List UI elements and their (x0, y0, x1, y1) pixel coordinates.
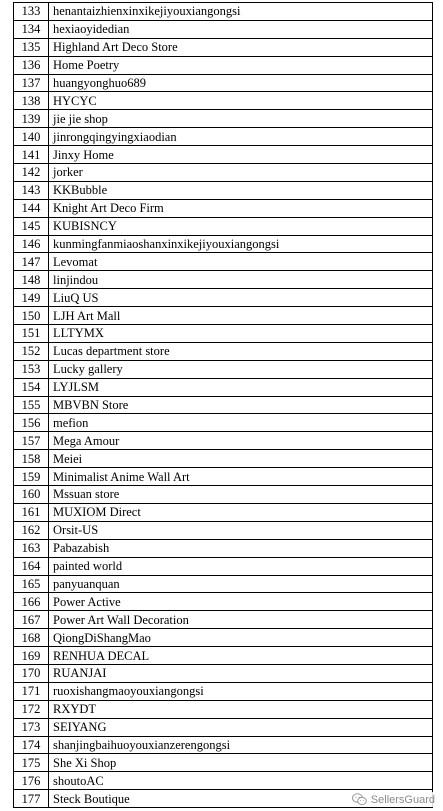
table-row (14, 74, 433, 92)
row-number: 147 (14, 253, 49, 271)
table-row (14, 611, 433, 629)
table-row (14, 664, 433, 682)
row-number: 156 (14, 414, 49, 432)
table-row (14, 164, 433, 182)
table-row (14, 718, 433, 736)
row-number: 133 (14, 3, 49, 21)
row-number: 169 (14, 647, 49, 665)
row-number: 140 (14, 128, 49, 146)
table-row (14, 486, 433, 504)
table-row (14, 629, 433, 647)
row-number: 162 (14, 521, 49, 539)
seller-name: SEIYANG (49, 718, 433, 736)
row-number: 150 (14, 307, 49, 325)
row-number: 143 (14, 181, 49, 199)
seller-name: She Xi Shop (49, 754, 433, 772)
row-number: 164 (14, 557, 49, 575)
row-number: 146 (14, 235, 49, 253)
seller-name: KKBubble (49, 181, 433, 199)
seller-name: linjindou (49, 271, 433, 289)
table-row (14, 468, 433, 486)
row-number: 144 (14, 199, 49, 217)
seller-name: henantaizhienxinxikejiyouxiangongsi (49, 3, 433, 21)
table-row (14, 700, 433, 718)
seller-name: Power Active (49, 593, 433, 611)
seller-list-table (13, 2, 433, 808)
seller-name: Meiei (49, 450, 433, 468)
table-row (14, 110, 433, 128)
row-number: 155 (14, 396, 49, 414)
table-row (14, 503, 433, 521)
row-number: 167 (14, 611, 49, 629)
table-row (14, 271, 433, 289)
seller-name: LiuQ US (49, 289, 433, 307)
table-row (14, 772, 433, 790)
row-number: 175 (14, 754, 49, 772)
table-row (14, 360, 433, 378)
row-number: 148 (14, 271, 49, 289)
table-row (14, 754, 433, 772)
row-number: 152 (14, 342, 49, 360)
table-row (14, 342, 433, 360)
table-row (14, 253, 433, 271)
row-number: 154 (14, 378, 49, 396)
table-row (14, 3, 433, 21)
seller-name: shoutoAC (49, 772, 433, 790)
table-row (14, 736, 433, 754)
table-row (14, 128, 433, 146)
seller-name: KUBISNCY (49, 217, 433, 235)
row-number: 171 (14, 682, 49, 700)
seller-name: shanjingbaihuoyouxianzerengongsi (49, 736, 433, 754)
row-number: 177 (14, 790, 49, 808)
table-row (14, 38, 433, 56)
seller-name: huangyonghuo689 (49, 74, 433, 92)
seller-name: ruoxishangmaoyouxiangongsi (49, 682, 433, 700)
row-number: 136 (14, 56, 49, 74)
seller-name: LLTYMX (49, 325, 433, 343)
row-number: 160 (14, 486, 49, 504)
table-row (14, 575, 433, 593)
table-row (14, 414, 433, 432)
seller-name: Home Poetry (49, 56, 433, 74)
table-row (14, 181, 433, 199)
seller-name: kunmingfanmiaoshanxinxikejiyouxiangongsi (49, 235, 433, 253)
seller-name: MUXIOM Direct (49, 503, 433, 521)
table-row (14, 235, 433, 253)
row-number: 134 (14, 20, 49, 38)
seller-name: RENHUA DECAL (49, 647, 433, 665)
row-number: 138 (14, 92, 49, 110)
row-number: 176 (14, 772, 49, 790)
table-row (14, 199, 433, 217)
table-row (14, 647, 433, 665)
table-row (14, 450, 433, 468)
seller-name: Mssuan store (49, 486, 433, 504)
seller-name: Lucas department store (49, 342, 433, 360)
row-number: 165 (14, 575, 49, 593)
row-number: 145 (14, 217, 49, 235)
seller-name: Power Art Wall Decoration (49, 611, 433, 629)
seller-name: jie jie shop (49, 110, 433, 128)
table-row (14, 432, 433, 450)
table-row (14, 593, 433, 611)
table-row (14, 557, 433, 575)
row-number: 151 (14, 325, 49, 343)
seller-name: RUANJAI (49, 664, 433, 682)
table-row (14, 396, 433, 414)
seller-name: Pabazabish (49, 539, 433, 557)
table-row (14, 92, 433, 110)
row-number: 163 (14, 539, 49, 557)
seller-name: Orsit-US (49, 521, 433, 539)
row-number: 158 (14, 450, 49, 468)
row-number: 157 (14, 432, 49, 450)
table-row (14, 539, 433, 557)
seller-name: HYCYC (49, 92, 433, 110)
row-number: 174 (14, 736, 49, 754)
seller-name: Highland Art Deco Store (49, 38, 433, 56)
table-row (14, 56, 433, 74)
seller-name: panyuanquan (49, 575, 433, 593)
row-number: 168 (14, 629, 49, 647)
row-number: 139 (14, 110, 49, 128)
row-number: 159 (14, 468, 49, 486)
seller-name: Steck Boutique (49, 790, 433, 808)
watermark (350, 792, 437, 807)
seller-name: Jinxy Home (49, 146, 433, 164)
seller-list-body (14, 3, 433, 808)
seller-name: Lucky gallery (49, 360, 433, 378)
seller-name: Minimalist Anime Wall Art (49, 468, 433, 486)
seller-name: QiongDiShangMao (49, 629, 433, 647)
wechat-icon (352, 793, 367, 806)
table-row (14, 307, 433, 325)
row-number: 149 (14, 289, 49, 307)
row-number: 170 (14, 664, 49, 682)
watermark-text: SellersGuard (370, 793, 435, 806)
seller-name: RXYDT (49, 700, 433, 718)
seller-name: MBVBN Store (49, 396, 433, 414)
seller-name: Knight Art Deco Firm (49, 199, 433, 217)
seller-name: hexiaoyidedian (49, 20, 433, 38)
seller-name: Levomat (49, 253, 433, 271)
seller-name: jorker (49, 164, 433, 182)
seller-name: painted world (49, 557, 433, 575)
row-number: 137 (14, 74, 49, 92)
row-number: 135 (14, 38, 49, 56)
seller-name: Mega Amour (49, 432, 433, 450)
row-number: 173 (14, 718, 49, 736)
table-row (14, 20, 433, 38)
seller-name: LJH Art Mall (49, 307, 433, 325)
row-number: 141 (14, 146, 49, 164)
row-number: 153 (14, 360, 49, 378)
row-number: 161 (14, 503, 49, 521)
seller-name: jinrongqingyingxiaodian (49, 128, 433, 146)
table-row (14, 289, 433, 307)
table-row (14, 325, 433, 343)
row-number: 142 (14, 164, 49, 182)
table-row (14, 682, 433, 700)
seller-name: mefion (49, 414, 433, 432)
table-row (14, 146, 433, 164)
table-row (14, 378, 433, 396)
row-number: 166 (14, 593, 49, 611)
table-row (14, 217, 433, 235)
table-row (14, 521, 433, 539)
row-number: 172 (14, 700, 49, 718)
seller-name: LYJLSM (49, 378, 433, 396)
